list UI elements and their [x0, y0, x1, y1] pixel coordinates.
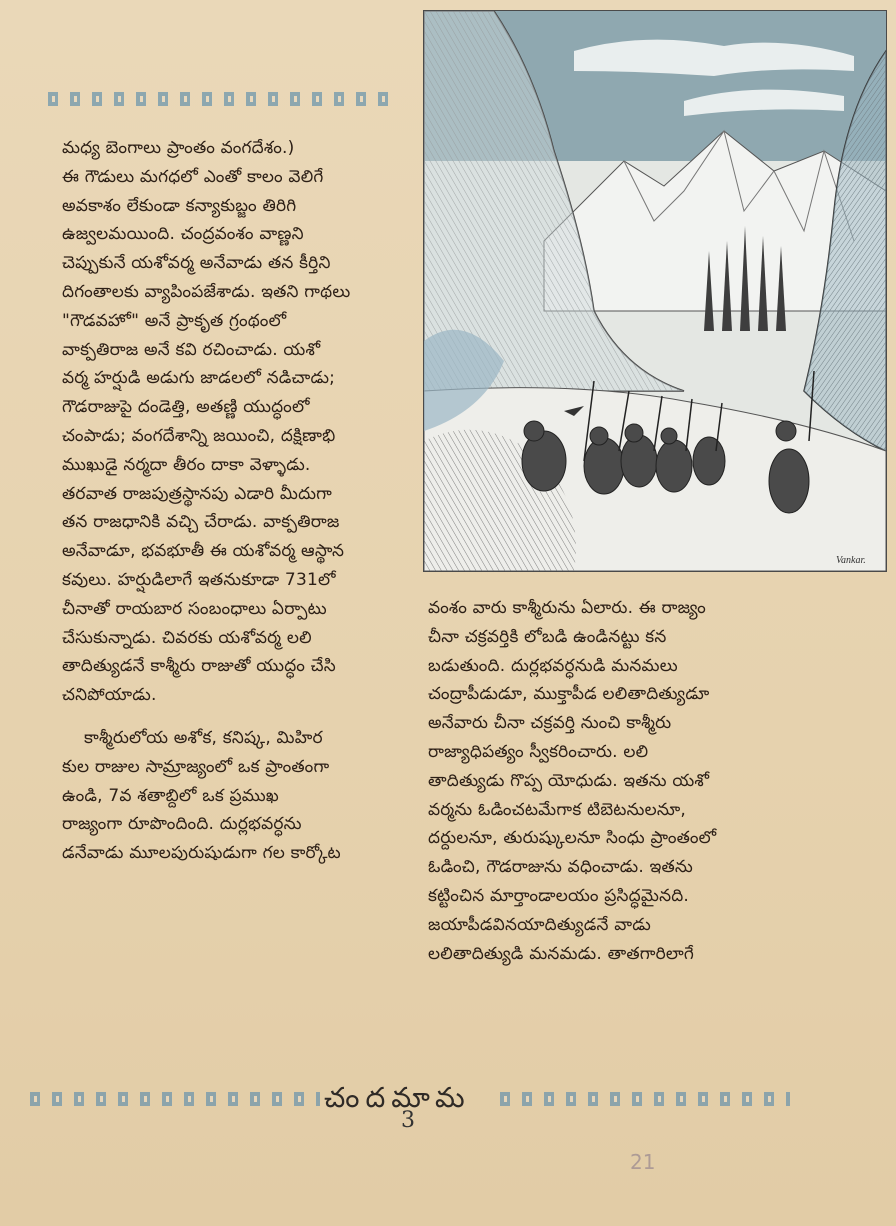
text-line: కట్టించిన మార్తాండాలయం ప్రసిద్ధమైనది. — [428, 885, 690, 906]
text-line: ఓడించి, గౌడరాజును వధించాడు. ఇతను — [428, 857, 693, 878]
text-line: కుల రాజుల సామ్రాజ్యంలో ఒక ప్రాంతంగా — [62, 756, 330, 777]
right-paragraph — [428, 594, 716, 968]
text-line: చీనా చక్రవర్తికి లోబడి ఉండినట్టు కన — [428, 626, 667, 647]
text-line: రాజ్యాధిపత్యం స్వీకరించారు. లలి — [428, 741, 649, 762]
left-column — [62, 134, 350, 868]
text-line: రాజ్యంగా రూపొందింది. దుర్లభవర్ధను — [62, 814, 302, 835]
text-line: "గౌడవహో" అనే ప్రాకృత గ్రంథంలో — [62, 310, 287, 331]
text-line: వాక్పతిరాజ అనే కవి రచించాడు. యశో — [62, 339, 321, 360]
right-column — [428, 594, 716, 968]
text-line: అనేవాడూ, భవభూతీ ఈ యశోవర్మ ఆస్థాన — [62, 541, 345, 562]
decorative-border-footer-left — [30, 1092, 320, 1106]
mountain-army-illustration — [424, 11, 886, 571]
text-line: చనిపోయాడు. — [62, 685, 157, 706]
text-line: చంపాడు; వంగదేశాన్ని జయించి, దక్షిణాభి — [62, 425, 336, 446]
text-line: ఉజ్వలమయింది. చంద్రవంశం వాణ్ణని — [62, 224, 304, 245]
text-line: కవులు. హర్షుడిలాగే ఇతనుకూడా 731లో — [62, 569, 336, 590]
text-line: దర్దులనూ, తురుష్కులనూ సింధు ప్రాంతంలో — [428, 828, 717, 849]
text-line: తరవాత రాజపుత్రస్థానపు ఎడారి మీదుగా — [62, 483, 333, 504]
text-line: జయాపీడవినయాదిత్యుడనే వాడు — [428, 914, 651, 935]
magazine-title: చందమామ — [324, 1081, 471, 1114]
page-number: 3 — [401, 1108, 415, 1133]
text-line: చేసుకున్నాడు. చివరకు యశోవర్మ లలి — [62, 627, 312, 648]
left-paragraph-1 — [62, 134, 350, 710]
decorative-border-footer-right — [500, 1092, 790, 1106]
left-paragraph-2 — [62, 724, 350, 868]
text-line: లలితాదిత్యుడి మనమడు. తాతగారిలాగే — [428, 943, 695, 964]
text-line: చంద్రాపీడుడూ, ముక్తాపీడ లలితాదిత్యుడూ — [428, 684, 710, 705]
text-line: అవకాశం లేకుండా కన్యాకుబ్జం తిరిగి — [62, 195, 297, 216]
text-line: చెప్పుకునే యశోవర్మ అనేవాడు తన కీర్తిని — [62, 253, 331, 274]
text-line: చీనాతో రాయబార సంబంధాలు ఏర్పాటు — [62, 598, 327, 619]
text-line: గౌడరాజుపై దండెత్తి, అతణ్ణి యుద్ధంలో — [62, 397, 310, 418]
artist-signature: Vankar. — [836, 555, 866, 566]
text-line: వంశం వారు కాశ్మీరును ఏలారు. ఈ రాజ్యం — [428, 598, 706, 618]
text-line: దిగంతాలకు వ్యాపింపజేశాడు. ఇతని గాథలు — [62, 281, 351, 302]
handwritten-mark: 21 — [630, 1150, 656, 1174]
illustration-panel — [423, 10, 887, 572]
text-line: డనేవాడు మూలపురుషుడుగా గల కార్కోట — [62, 843, 341, 864]
text-line: వర్మ హర్షుడి అడుగు జాడలలో నడిచాడు; — [62, 368, 336, 389]
text-line: ముఖుడై నర్మదా తీరం దాకా వెళ్ళాడు. — [62, 454, 311, 475]
text-line: తాదిత్యుడనే కాశ్మీరు రాజుతో యుద్ధం చేసి — [62, 656, 336, 677]
text-line: కాశ్మీరులోయ అశోక, కనిష్క, మిహిర — [84, 727, 323, 748]
text-line: తాదిత్యుడు గొప్ప యోధుడు. ఇతను యశో — [428, 770, 710, 791]
decorative-border-top — [48, 92, 398, 106]
text-line: అనేవారు చీనా చక్రవర్తి నుంచి కాశ్మీరు — [428, 713, 672, 734]
text-line: తన రాజధానికి వచ్చి చేరాడు. వాక్పతిరాజ — [62, 512, 340, 533]
text-line: మధ్య బెంగాలు ప్రాంతం వంగదేశం.) — [62, 138, 295, 158]
text-line: ఈ గౌడులు మగధలో ఎంతో కాలం వెలిగే — [62, 166, 324, 187]
text-line: వర్మను ఓడించటమేగాక టిబెటనులనూ, — [428, 799, 686, 820]
text-line: బడుతుంది. దుర్లభవర్ధనుడి మనమలు — [428, 655, 678, 676]
text-line: ఉండి, 7వ శతాబ్దిలో ఒక ప్రముఖ — [62, 785, 279, 806]
